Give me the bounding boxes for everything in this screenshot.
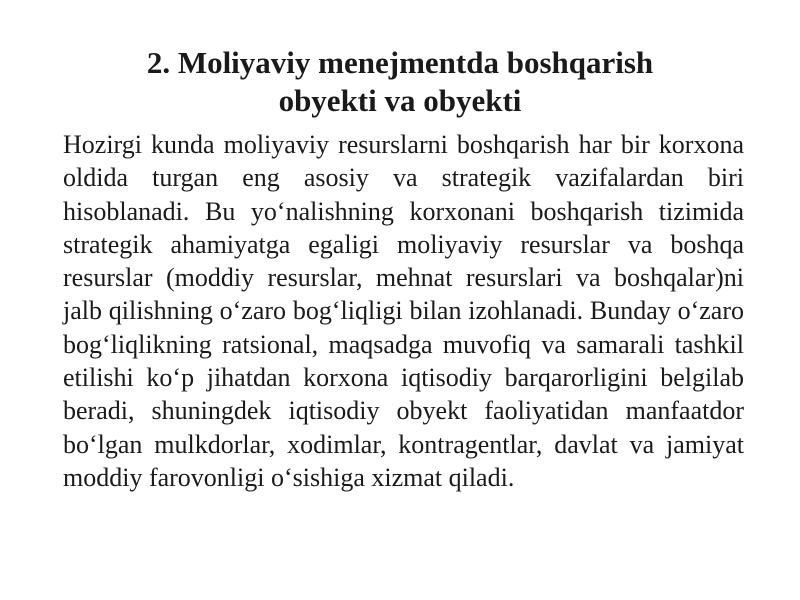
slide-title <box>60 44 740 120</box>
slide-title-line-1: 2. Moliyaviy menejmentda boshqarish <box>146 45 654 80</box>
slide-title-line-2: obyekti va obyekti <box>278 83 522 118</box>
slide-body-text: Hozirgi kunda moliyaviy resurslarni boshqarish har bir korxona oldida turgan eng asosiy va strategik vazifalardan biri hisoblanadi. Bu yo‘nalishning korxonani boshqarish tizimida strategik ahamiyatga egaligi moliyaviy resurslar va boshqa resurslar (moddiy resurslar, mehnat resurslari va boshqalar)ni jalb qilishning o‘zaro bog‘liqligi bilan izohlanadi. Bunday o‘zaro bog‘liqlikning ratsional, maqsadga muvofiq va samarali tashkil etilishi ko‘p jihatdan korxona iqtisodiy barqarorligini belgilab beradi, shuningdek iqtisodiy obyekt faoliyatidan manfaatdor bo‘lgan mulkdorlar, xodimlar, kontragentlar, davlat va jamiyat moddiy farovonligi o‘sishiga xizmat qiladi. <box>63 130 744 492</box>
